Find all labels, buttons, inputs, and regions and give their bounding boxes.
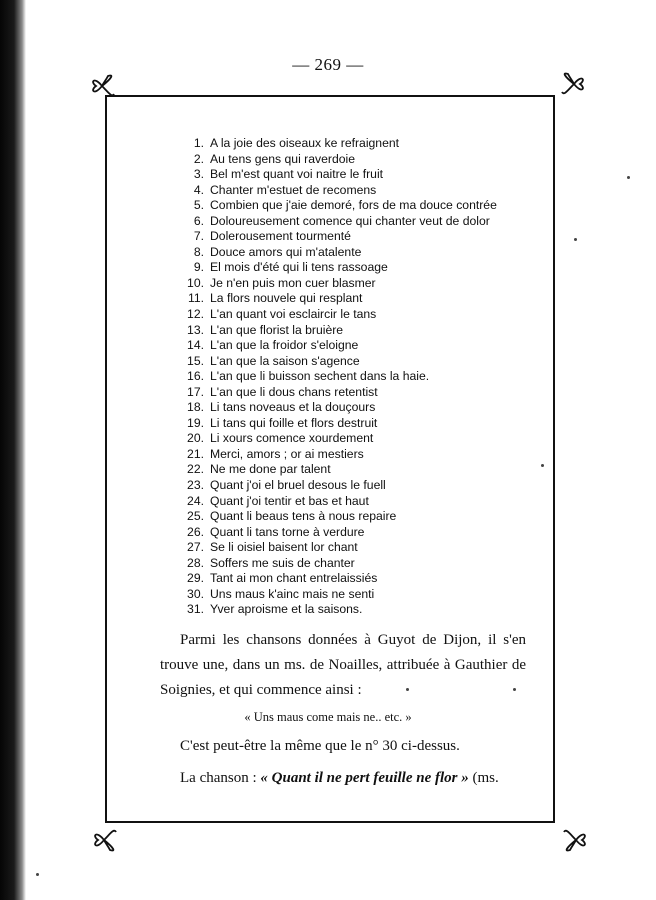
song-number: 10. [187, 275, 204, 290]
song-title: L'an que la froidor s'eloigne [210, 338, 359, 353]
song-list-item [182, 276, 497, 292]
song-number: 3. [193, 167, 204, 182]
song-list-item [182, 167, 497, 183]
scan-speck [513, 688, 516, 691]
song-title: L'an que la saison s'agence [210, 353, 360, 368]
song-number: 5. [193, 198, 204, 213]
song-title: Yver aproisme et la saisons. [210, 602, 363, 617]
song-list [182, 136, 497, 618]
song-number: 24. [187, 493, 204, 508]
song-list-item [182, 462, 497, 478]
song-number: 23. [187, 478, 204, 493]
song-title: Merci, amors ; or ai mestiers [210, 446, 364, 461]
chanson-line-start: La chanson : [180, 770, 261, 786]
song-list-item [182, 400, 497, 416]
song-list-item [182, 385, 497, 401]
body-paragraph: Parmi les chansons données à Guyot de Dijon, il s'en trouve une, dans un ms. de Noailles, attribuée à Gauthier de Soignies, et qui commence ainsi : [160, 632, 526, 698]
song-list-item [182, 571, 497, 587]
song-list-item [182, 214, 497, 230]
song-title: La flors nouvele qui resplant [210, 291, 363, 306]
song-list-item [182, 587, 497, 603]
song-list-item [182, 540, 497, 556]
song-number: 22. [187, 462, 204, 477]
song-list-item [182, 307, 497, 323]
song-number: 9. [193, 260, 204, 275]
song-title: Dolerousement tourmenté [210, 229, 351, 244]
song-number: 17. [187, 384, 204, 399]
song-number: 8. [193, 244, 204, 259]
song-number: 28. [187, 555, 204, 570]
song-title: Li xours comence xourdement [210, 431, 374, 446]
page-number: — 269 — [292, 55, 364, 74]
song-number: 12. [187, 307, 204, 322]
song-number: 4. [193, 182, 204, 197]
song-title: Doloureusement comence qui chanter veut de dolor [210, 213, 490, 228]
song-list-item [182, 229, 497, 245]
song-title: L'an que li dous chans retentist [210, 384, 378, 399]
song-number: 13. [187, 322, 204, 337]
song-title: Combien que j'aie demoré, fors de ma douce contrée [210, 198, 497, 213]
scan-speck [406, 688, 409, 691]
chanson-line [180, 770, 499, 787]
chanson-title-italic: « Quant il ne pert feuille ne flor » [260, 770, 469, 786]
song-list-item [182, 416, 497, 432]
quoted-incipit: « Uns maus come mais ne.. etc. » [244, 710, 412, 724]
song-title: Quant li beaus tens à nous repaire [210, 509, 397, 524]
song-number: 14. [187, 338, 204, 353]
song-title: Chanter m'estuet de recomens [210, 182, 377, 197]
song-number: 29. [187, 571, 204, 586]
scan-shadow-edge [0, 0, 26, 900]
song-number: 26. [187, 524, 204, 539]
song-list-item [182, 354, 497, 370]
song-title: A la joie des oiseaux ke refraignent [210, 136, 400, 150]
song-list-item [182, 525, 497, 541]
song-title: L'an que florist la bruière [210, 322, 344, 337]
song-list-item [182, 245, 497, 261]
song-list-item [182, 338, 497, 354]
song-title: Tant ai mon chant entrelaissiés [210, 571, 378, 586]
song-number: 18. [187, 400, 204, 415]
song-title: L'an quant voi esclaircir le tans [210, 307, 377, 322]
song-list-item [182, 494, 497, 510]
song-number: 20. [187, 431, 204, 446]
song-title: Uns maus k'ainc mais ne senti [210, 586, 375, 601]
song-title: Li tans noveaus et la douçours [210, 400, 376, 415]
song-title: Li tans qui foille et flors destruit [210, 415, 378, 430]
song-list-item [182, 447, 497, 463]
song-list-item [182, 478, 497, 494]
corner-ornament-icon [562, 826, 590, 854]
song-title: Quant li tans torne à verdure [210, 524, 365, 539]
song-number: 30. [187, 586, 204, 601]
song-title: Ne me done par talent [210, 462, 331, 477]
song-number: 19. [187, 415, 204, 430]
song-list-item [182, 198, 497, 214]
song-number: 21. [187, 446, 204, 461]
song-list-item [182, 291, 497, 307]
song-list-item [182, 152, 497, 168]
song-title: Se li oisiel baisent lor chant [210, 540, 358, 555]
song-number: 31. [187, 602, 204, 617]
song-title: Je n'en puis mon cuer blasmer [210, 275, 376, 290]
song-number: 15. [187, 353, 204, 368]
song-title: L'an que li buisson sechent dans la haie. [210, 369, 430, 384]
song-list-item [182, 183, 497, 199]
scan-speck [36, 873, 39, 876]
song-title: Quant j'oi el bruel desous le fuell [210, 478, 386, 493]
song-list-item [182, 260, 497, 276]
song-list-item [182, 556, 497, 572]
song-number: 7. [193, 229, 204, 244]
song-number: 16. [187, 369, 204, 384]
song-title: Soffers me suis de chanter [210, 555, 355, 570]
song-number: 2. [193, 151, 204, 166]
song-number: 11. [187, 291, 204, 306]
scan-speck [627, 176, 630, 179]
corner-ornament-icon [560, 70, 588, 98]
corner-ornament-icon [90, 826, 118, 854]
chanson-line-end: (ms. [468, 770, 499, 786]
song-list-item [182, 431, 497, 447]
song-number: 25. [187, 509, 204, 524]
song-title: Bel m'est quant voi naitre le fruit [210, 167, 384, 182]
song-list-item [182, 136, 497, 152]
note-line: C'est peut-être la même que le n° 30 ci-dessus. [180, 738, 460, 754]
song-number: 27. [187, 540, 204, 555]
scan-speck [541, 464, 544, 467]
scan-speck [574, 238, 577, 241]
song-number: 6. [193, 213, 204, 228]
song-list-item [182, 323, 497, 339]
song-number: 1. [193, 136, 204, 150]
song-list-item [182, 509, 497, 525]
song-title: El mois d'été qui li tens rassoage [210, 260, 388, 275]
song-title: Quant j'oi tentir et bas et haut [210, 493, 369, 508]
song-list-item [182, 369, 497, 385]
song-title: Au tens gens qui raverdoie [210, 151, 355, 166]
song-list-item [182, 602, 497, 618]
song-title: Douce amors qui m'atalente [210, 244, 362, 259]
